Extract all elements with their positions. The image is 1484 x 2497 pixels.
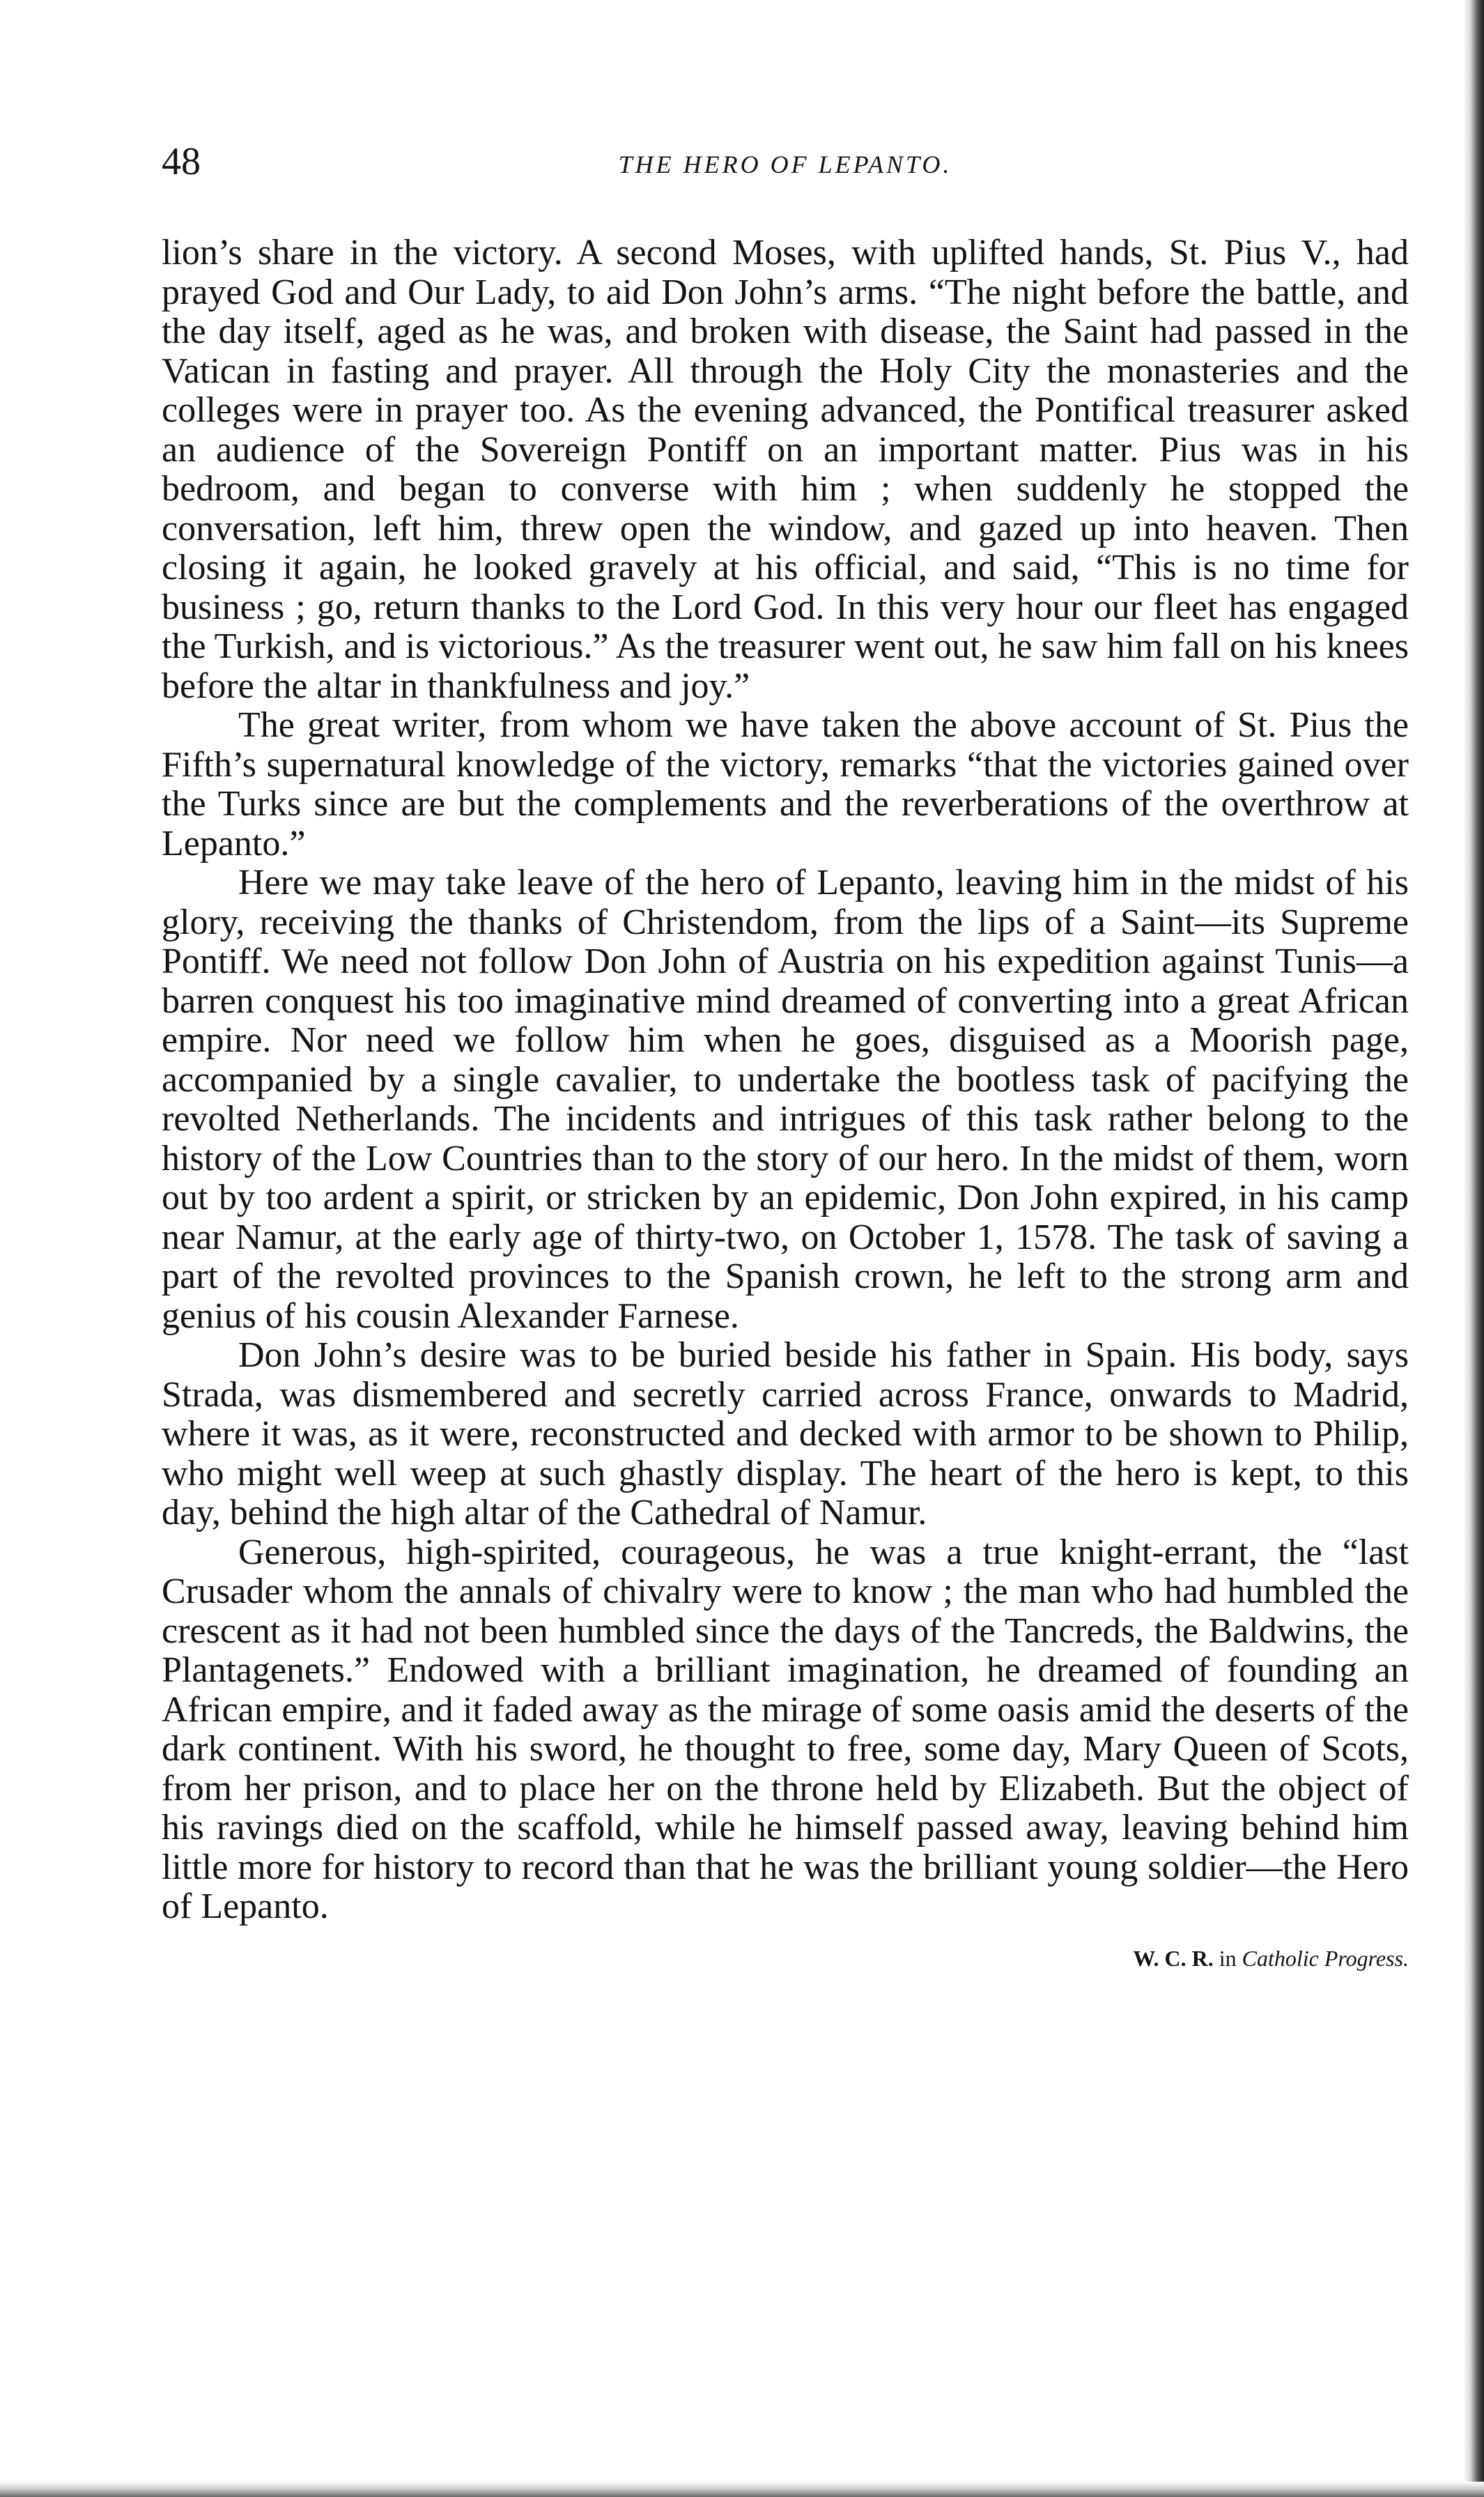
paragraph: Don John’s desire was to be buried beside his father in Spain. His body, says Strada, was dismembered and secretly carried across France, onwards to Madrid, where it was, as it were, reconstructed and decked with armor to be shown to Philip, who might well weep at such ghastly display. The heart of the hero is kept, to this day, behind the high altar of the Cathedral of Namur. bbox=[162, 1335, 1409, 1532]
page-bottom-shadow bbox=[0, 2482, 1484, 2497]
paragraph: Here we may take leave of the hero of Lepanto, leaving him in the midst of his glory, receiving the thanks of Christendom, from the lips of a Saint—its Supreme Pontiff. We need not follow Don John of Austria on his expedition against Tunis—a barren conquest his too imaginative mind dreamed of converting into a great African empire. Nor need we follow him when he goes, disguised as a Moorish page, accompanied by a single cavalier, to undertake the bootless task of pacifying the revolted Netherlands. The incidents and intrigues of this task rather belong to the history of the Low Countries than to the story of our hero. In the midst of them, worn out by too ardent a spirit, or stricken by an epidemic, Don John expired, in his camp near Namur, at the early age of thirty-two, on October 1, 1578. The task of saving a part of the revolted provinces to the Spanish crown, he left to the strong arm and genius of his cousin Alexander Farnese. bbox=[162, 863, 1409, 1336]
paragraph: lion’s share in the victory. A second Moses, with uplifted hands, St. Pius V., had prayed God and Our Lady, to aid Don John’s arms. “The night before the battle, and the day itself, aged as he was, and broken with disease, the Saint had passed in the Vatican in fasting and prayer. All through the Holy City the monasteries and the colleges were in prayer too. As the evening advanced, the Pontifical treasurer asked an audience of the Sovereign Pontiff on an important matter. Pius was in his bedroom, and began to converse with him ; when suddenly he stopped the conversation, left him, threw open the window, and gazed up into heaven. Then closing it again, he looked gravely at his official, and said, “This is no time for business ; go, return thanks to the Lord God. In this very hour our fleet has engaged the Turkish, and is victorious.” As the treasurer went out, he saw him fall on his knees before the altar in thankfulness and joy.” bbox=[162, 233, 1409, 706]
paragraph: The great writer, from whom we have taken the above account of St. Pius the Fifth’s supernatural knowledge of the victory, remarks “that the victories gained over the Turks since are but the complements and the reverberations of the overthrow at Lepanto.” bbox=[162, 705, 1409, 863]
article-body bbox=[162, 233, 1409, 1976]
paragraph: Generous, high-spirited, courageous, he was a true knight-errant, the “last Crusader whom the annals of chivalry were to know ; the man who had humbled the crescent as it had not been humbled since the days of the Tancreds, the Baldwins, the Plantagenets.” Endowed with a brilliant imagination, he dreamed of founding an African empire, and it faded away as the mirage of some oasis amid the deserts of the dark continent. With his sword, he thought to free, some day, Mary Queen of Scots, from her prison, and to place her on the throne held by Elizabeth. But the object of his ravings died on the scaffold, while he himself passed away, leaving behind him little more for history to record than that he was the brilliant young soldier—the Hero of Lepanto. bbox=[162, 1532, 1409, 1926]
source-publication: Catholic Progress. bbox=[1242, 1945, 1409, 1971]
page-edge-shadow bbox=[1463, 0, 1484, 2497]
running-title: THE HERO OF LEPANTO. bbox=[618, 151, 952, 178]
page-header bbox=[162, 134, 1409, 190]
page-number: 48 bbox=[162, 140, 201, 183]
author-initials: W. C. R. bbox=[1133, 1945, 1214, 1971]
attribution-connector: in bbox=[1219, 1945, 1237, 1971]
attribution bbox=[162, 1941, 1409, 1976]
